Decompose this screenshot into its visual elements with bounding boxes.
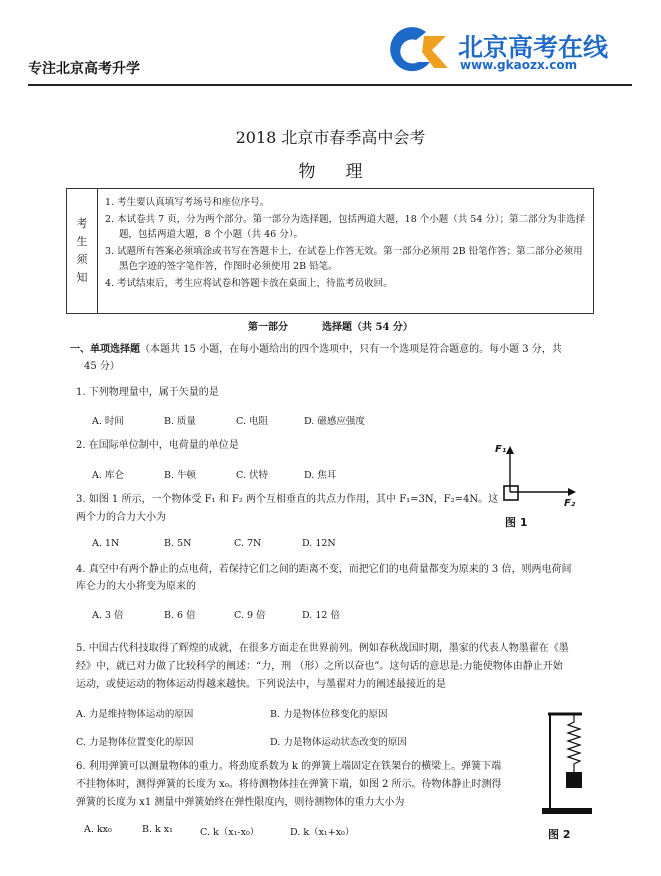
q5-stem-line3: 运动，或使运动的物体运动得越来越快。下列说法中，与墨翟对力的阐述最接近的是 (76, 679, 446, 690)
q3-option-d: D. 12N (302, 538, 336, 549)
q5-option-c: C. 力是物体位置变化的原因 (76, 737, 194, 748)
notice-item: 3. 试题所有答案必须填涂或书写在答题卡上，在试卷上作答无效。第一部分必须用 2B 铅笔作答；第二部分必须用黑色字迹的签字笔作答，作图时必须使用 2B 铅笔。 (105, 246, 583, 272)
site-logo (380, 22, 630, 78)
q6-option-d: D. k（x₁+x₀） (290, 827, 355, 838)
q1-option-a: A. 时间 (92, 416, 124, 427)
notice-label (67, 189, 98, 313)
part-one-label: 第一部分 (248, 322, 289, 333)
section-one-instruction-line2: 45 分） (84, 361, 120, 372)
q6-stem-line3: 弹簧的长度为 x1 测量中弹簧始终在弹性限度内，则待测物体的重力大小为 (76, 797, 405, 808)
q1-option-d: D. 磁感应强度 (304, 416, 365, 427)
q6-stem-line2: 不挂物体时，测得弹簧的长度为 x₀。将待测物体挂在弹簧下端，如图 2 所示。待物体静止时测得 (76, 779, 502, 790)
notice-item: 1. 考生要认真填写考场号和座位序号。 (105, 197, 270, 208)
q6-option-a: A. kx₀ (84, 824, 112, 835)
notice-label-char: 生 (76, 235, 88, 248)
logo-url: www.gkaozx.com (460, 58, 578, 72)
section-one-heading: 一、单项选择题 (70, 344, 140, 355)
q4-option-d: D. 12 倍 (302, 610, 340, 621)
q2-option-b: B. 牛顿 (164, 470, 197, 481)
notice-label-char: 须 (76, 253, 88, 266)
q4-option-a: A. 3 倍 (92, 610, 124, 621)
q2-stem: 2. 在国际单位制中，电荷量的单位是 (76, 440, 239, 451)
figure-2-caption: 图 2 (548, 828, 571, 841)
q3-option-b: B. 5N (164, 538, 192, 549)
figure-2-spring-stand (538, 708, 598, 828)
notice-items (105, 195, 589, 293)
q4-stem-line2: 库仑力的大小将变为原来的 (76, 581, 196, 592)
part-one-description: 选择题（共 54 分） (322, 322, 413, 333)
section-one-instruction-line1: （本题共 15 小题，在每小题给出的四个选项中，只有一个选项是符合题意的。每小题 3 分，共 (140, 344, 562, 355)
q6-stem-line1: 6. 利用弹簧可以测量物体的重力。将劲度系数为 k 的弹簧上端固定在铁架台的横梁上。弹簧下端 (76, 761, 502, 772)
q4-stem-line1: 4. 真空中有两个静止的点电荷，若保持它们之间的距离不变，而把它们的电荷量都变为原来的 3 倍，则两电荷间 (76, 564, 572, 575)
notice-label-char: 考 (76, 217, 88, 230)
notice-item: 4. 考试结束后，考生应将试卷和答题卡放在桌面上，待监考员收回。 (105, 278, 393, 289)
gk-logo-icon (380, 22, 458, 78)
q5-stem-line2: 经》中，就已对力做了比较科学的阐述：“力，刑 （形）之所以奋也”。这句话的意思是:力能使物体由静止开始 (76, 661, 563, 672)
q4-option-c: C. 9 倍 (234, 610, 266, 621)
q2-option-c: C. 伏特 (236, 470, 268, 481)
notice-item: 2. 本试卷共 7 页，分为两个部分。第一部分为选择题，包括两道大题，18 个小题（共 54 分）；第二部分为非选择题，包括两道大题，8 个小题（共 46 分）。 (105, 214, 586, 240)
q5-option-a: A. 力是维持物体运动的原因 (76, 709, 194, 720)
exam-subject: 物理 (298, 162, 393, 182)
exam-title: 2018 北京市春季高中会考 (235, 128, 426, 147)
q5-stem-line1: 5. 中国古代科技取得了辉煌的成就，在很多方面走在世界前列。例如春秋战国时期，墨家的代表人物墨翟在《墨 (76, 643, 569, 654)
candidate-notice-box (66, 188, 594, 314)
part-one-heading (0, 318, 661, 333)
header-tagline: 专注北京高考升学 (28, 61, 140, 77)
q2-option-a: A. 库仑 (92, 470, 124, 481)
q2-option-d: D. 焦耳 (304, 470, 337, 481)
q5-option-d: D. 力是物体运动状态改变的原因 (270, 737, 407, 748)
logo-text: 北京高考在线 (458, 33, 609, 62)
section-one-instruction (70, 342, 562, 358)
q3-stem-line1: 3. 如图 1 所示，一个物体受 F₁ 和 F₂ 两个互相垂直的共点力作用，其中 F₁=3N，F₂=4N。这 (76, 494, 499, 505)
figure-1-caption: 图 1 (505, 516, 528, 529)
q1-stem: 1. 下列物理量中，属于矢量的是 (76, 387, 219, 398)
q6-option-c: C. k（x₁-x₀） (200, 827, 260, 838)
header-divider (28, 84, 632, 86)
q5-option-b: B. 力是物体位移变化的原因 (270, 709, 388, 720)
q3-option-c: C. 7N (234, 538, 262, 549)
q1-option-c: C. 电阻 (236, 416, 268, 427)
q6-option-b: B. k x₁ (142, 824, 173, 835)
q1-option-b: B. 质量 (164, 416, 197, 427)
figure-1-f2-label: F₂ (564, 498, 576, 509)
notice-label-char: 知 (76, 271, 88, 284)
q3-option-a: A. 1N (92, 538, 120, 549)
q4-option-b: B. 6 倍 (164, 610, 196, 621)
q3-stem-line2: 两个力的合力大小为 (76, 512, 166, 523)
figure-1-f1-label: F₁ (495, 444, 507, 455)
